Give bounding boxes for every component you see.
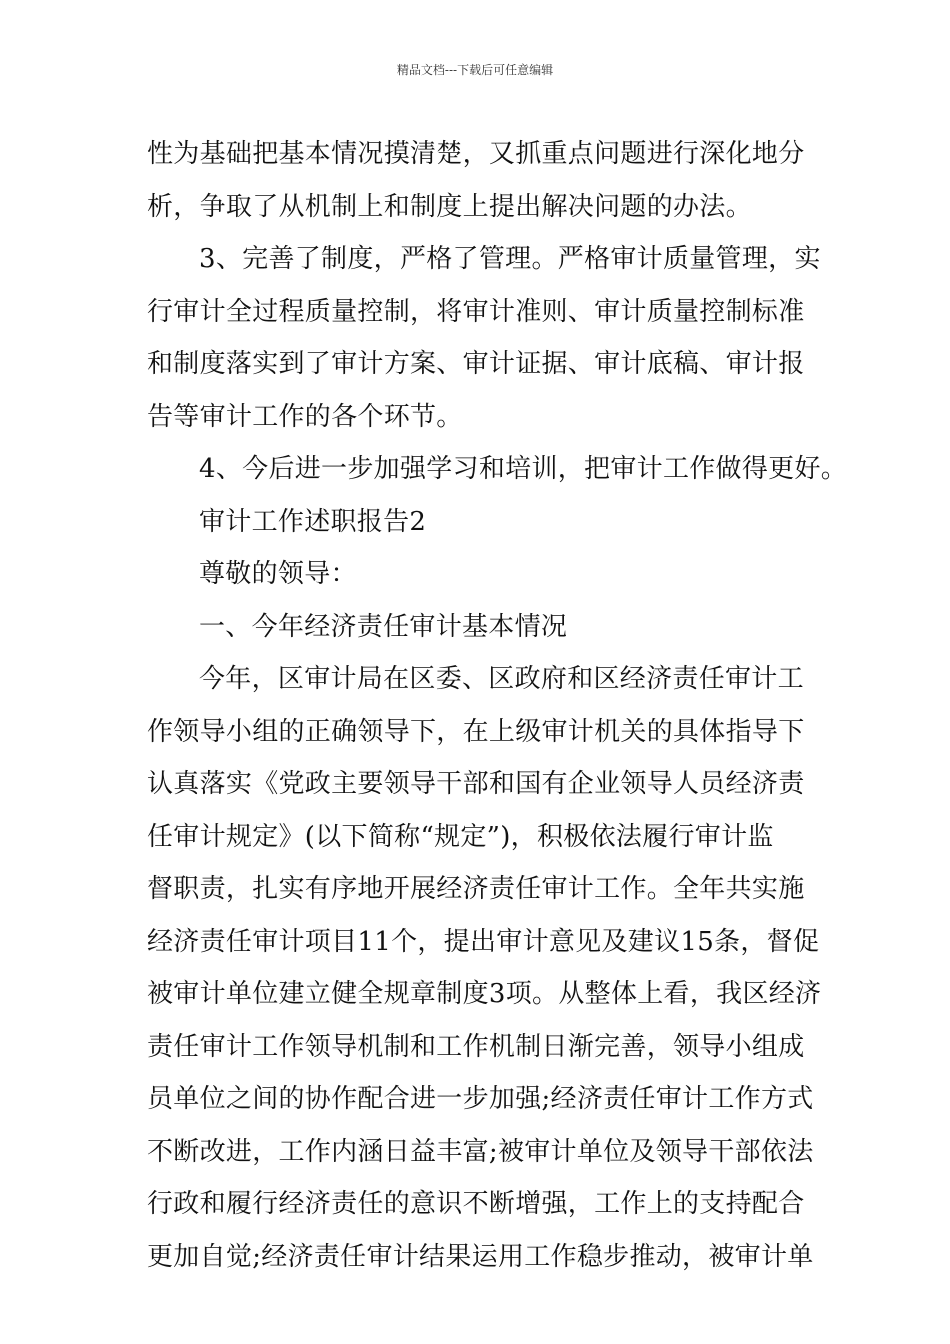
text-line: 认真落实《党政主要领导干部和国有企业领导人员经济责 — [147, 769, 805, 799]
text-line: 和制度落实到了审计方案、审计证据、审计底稿、审计报 — [147, 349, 805, 379]
text-line: 性为基础把基本情况摸清楚，又抓重点问题进行深化地分 — [147, 139, 805, 169]
text-line: 行审计全过程质量控制，将审计准则、审计质量控制标准 — [147, 296, 805, 327]
text-line: 更加自觉;经济责任审计结果运用工作稳步推动，被审计单 — [147, 1241, 814, 1272]
section-title: 审计工作述职报告2 — [199, 506, 427, 537]
document-body — [147, 128, 848, 1283]
text-line: 4、今后进一步加强学习和培训，把审计工作做得更好。 — [199, 454, 848, 484]
section-heading: 一、今年经济责任审计基本情况 — [199, 611, 568, 642]
text-line: 告等审计工作的各个环节。 — [147, 401, 463, 432]
text-line: 责任审计工作领导机制和工作机制日渐完善，领导小组成 — [147, 1031, 805, 1062]
text-line: 不断改进，工作内涵日益丰富;被审计单位及领导干部依法 — [147, 1136, 814, 1167]
page-header: 精品文档---下载后可任意编辑 — [396, 63, 554, 77]
salutation: 尊敬的领导： — [199, 559, 357, 589]
text-line: 督职责，扎实有序地开展经济责任审计工作。全年共实施 — [147, 874, 805, 904]
text-line: 析，争取了从机制上和制度上提出解决问题的办法。 — [147, 191, 752, 222]
text-line: 作领导小组的正确领导下，在上级审计机关的具体指导下 — [147, 716, 805, 747]
text-line: 3、完善了制度，严格了管理。严格审计质量管理，实 — [199, 244, 821, 274]
text-line: 行政和履行经济责任的意识不断增强，工作上的支持配合 — [147, 1189, 805, 1219]
text-line: 被审计单位建立健全规章制度3项。从整体上看，我区经济 — [147, 979, 822, 1009]
text-line: 经济责任审计项目11个，提出审计意见及建议15条，督促 — [147, 926, 820, 957]
text-line: 今年，区审计局在区委、区政府和区经济责任审计工 — [199, 664, 804, 694]
text-line: 任审计规定》(以下简称“规定”)，积极依法履行审计监 — [147, 821, 774, 852]
text-line: 员单位之间的协作配合进一步加强;经济责任审计工作方式 — [147, 1084, 814, 1114]
